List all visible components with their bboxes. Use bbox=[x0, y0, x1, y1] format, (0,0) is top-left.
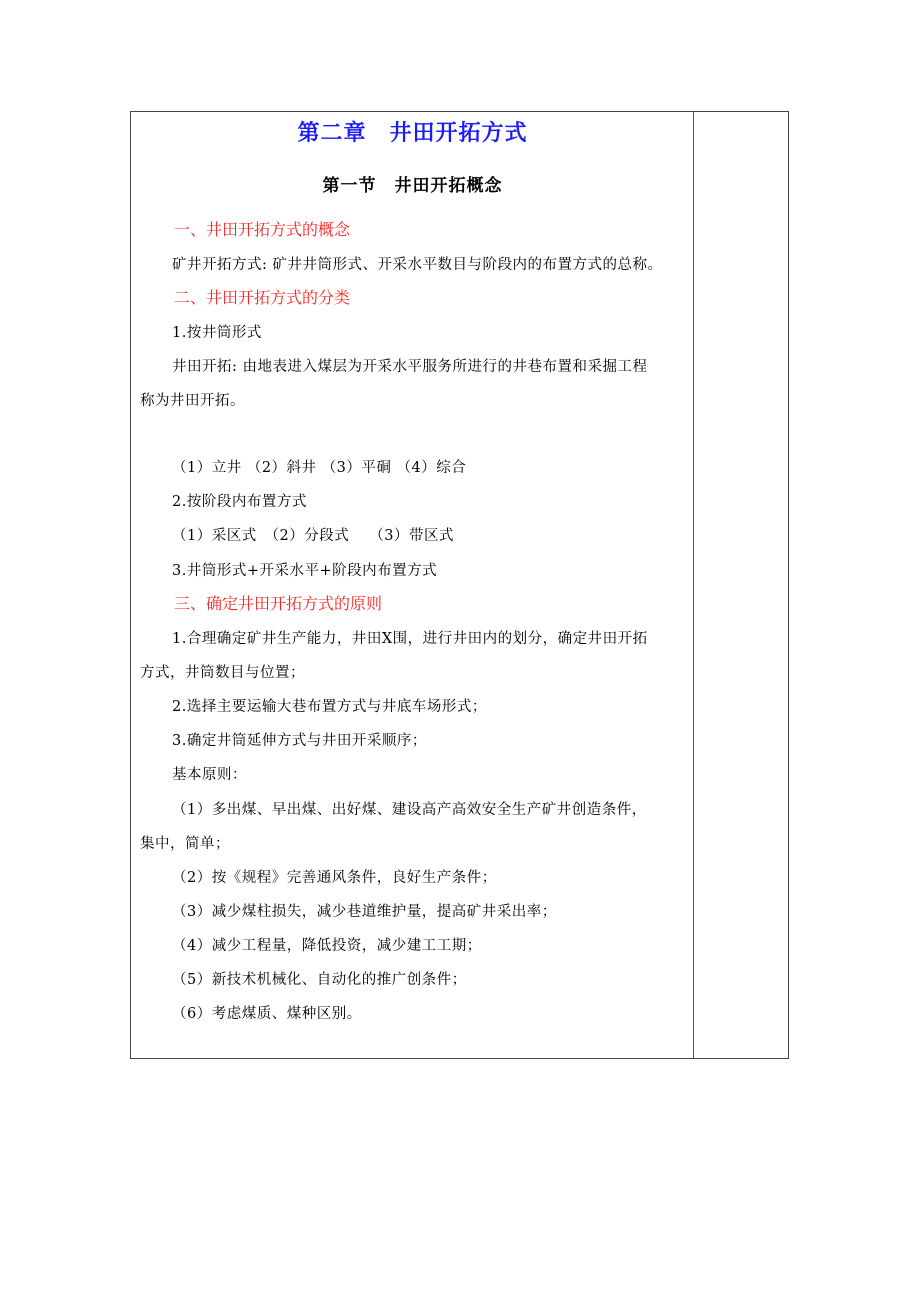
content-cell bbox=[131, 112, 694, 1058]
paragraph-line: 称为井田开拓。 bbox=[140, 393, 245, 409]
chapter-title: 第二章 井田开拓方式 bbox=[297, 121, 528, 146]
paragraph-line: 井田开拓: 由地表进入煤层为开采水平服务所进行的井巷布置和采掘工程 bbox=[172, 359, 648, 375]
paragraph-line: （5）新技术机械化、自动化的推广创条件； bbox=[172, 972, 467, 988]
paragraph-line: （3）减少煤柱损失，减少巷道维护量，提高矿井采出率； bbox=[172, 904, 557, 920]
document-table bbox=[130, 111, 789, 1059]
paragraph-line: 基本原则： bbox=[172, 767, 247, 783]
paragraph-line: 3.井筒形式+开采水平+阶段内布置方式 bbox=[172, 563, 438, 579]
paragraph-line: 矿井开拓方式: 矿井井筒形式、开采水平数目与阶段内的布置方式的总称。 bbox=[172, 257, 663, 273]
paragraph-line: 方式，井筒数目与位置； bbox=[140, 665, 305, 681]
paragraph-line: 集中，简单； bbox=[140, 836, 230, 852]
paragraph-line: 3.确定井筒延伸方式与井田开采顺序； bbox=[172, 733, 427, 749]
paragraph-line: （1）立井 （2）斜井 （3）平硐 （4）综合 bbox=[172, 460, 467, 476]
heading-classification: 二、井田开拓方式的分类 bbox=[174, 288, 351, 307]
paragraph-line: （6）考虑煤质、煤种区别。 bbox=[172, 1006, 362, 1022]
section-title: 第一节 井田开拓概念 bbox=[322, 176, 503, 196]
paragraph-line: （1）采区式 （2）分段式 （3）带区式 bbox=[172, 528, 455, 544]
side-cell bbox=[694, 112, 788, 1058]
heading-principles: 三、确定井田开拓方式的原则 bbox=[174, 594, 383, 613]
paragraph-line: （1）多出煤、早出煤、出好煤、建设高产高效安全生产矿井创造条件， bbox=[172, 802, 647, 818]
paragraph-line: 2.按阶段内布置方式 bbox=[172, 494, 307, 510]
paragraph-line: 2.选择主要运输大巷布置方式与井底车场形式； bbox=[172, 699, 487, 715]
paragraph-line: 1.合理确定矿井生产能力，井田X围，进行井田内的划分，确定井田开拓 bbox=[172, 631, 648, 647]
heading-concept: 一、井田开拓方式的概念 bbox=[174, 220, 351, 239]
paragraph-line: （2）按《规程》完善通风条件，良好生产条件； bbox=[172, 870, 497, 886]
paragraph-line: （4）减少工程量，降低投资，减少建工工期； bbox=[172, 938, 482, 954]
paragraph-line: 1.按井筒形式 bbox=[172, 325, 262, 341]
